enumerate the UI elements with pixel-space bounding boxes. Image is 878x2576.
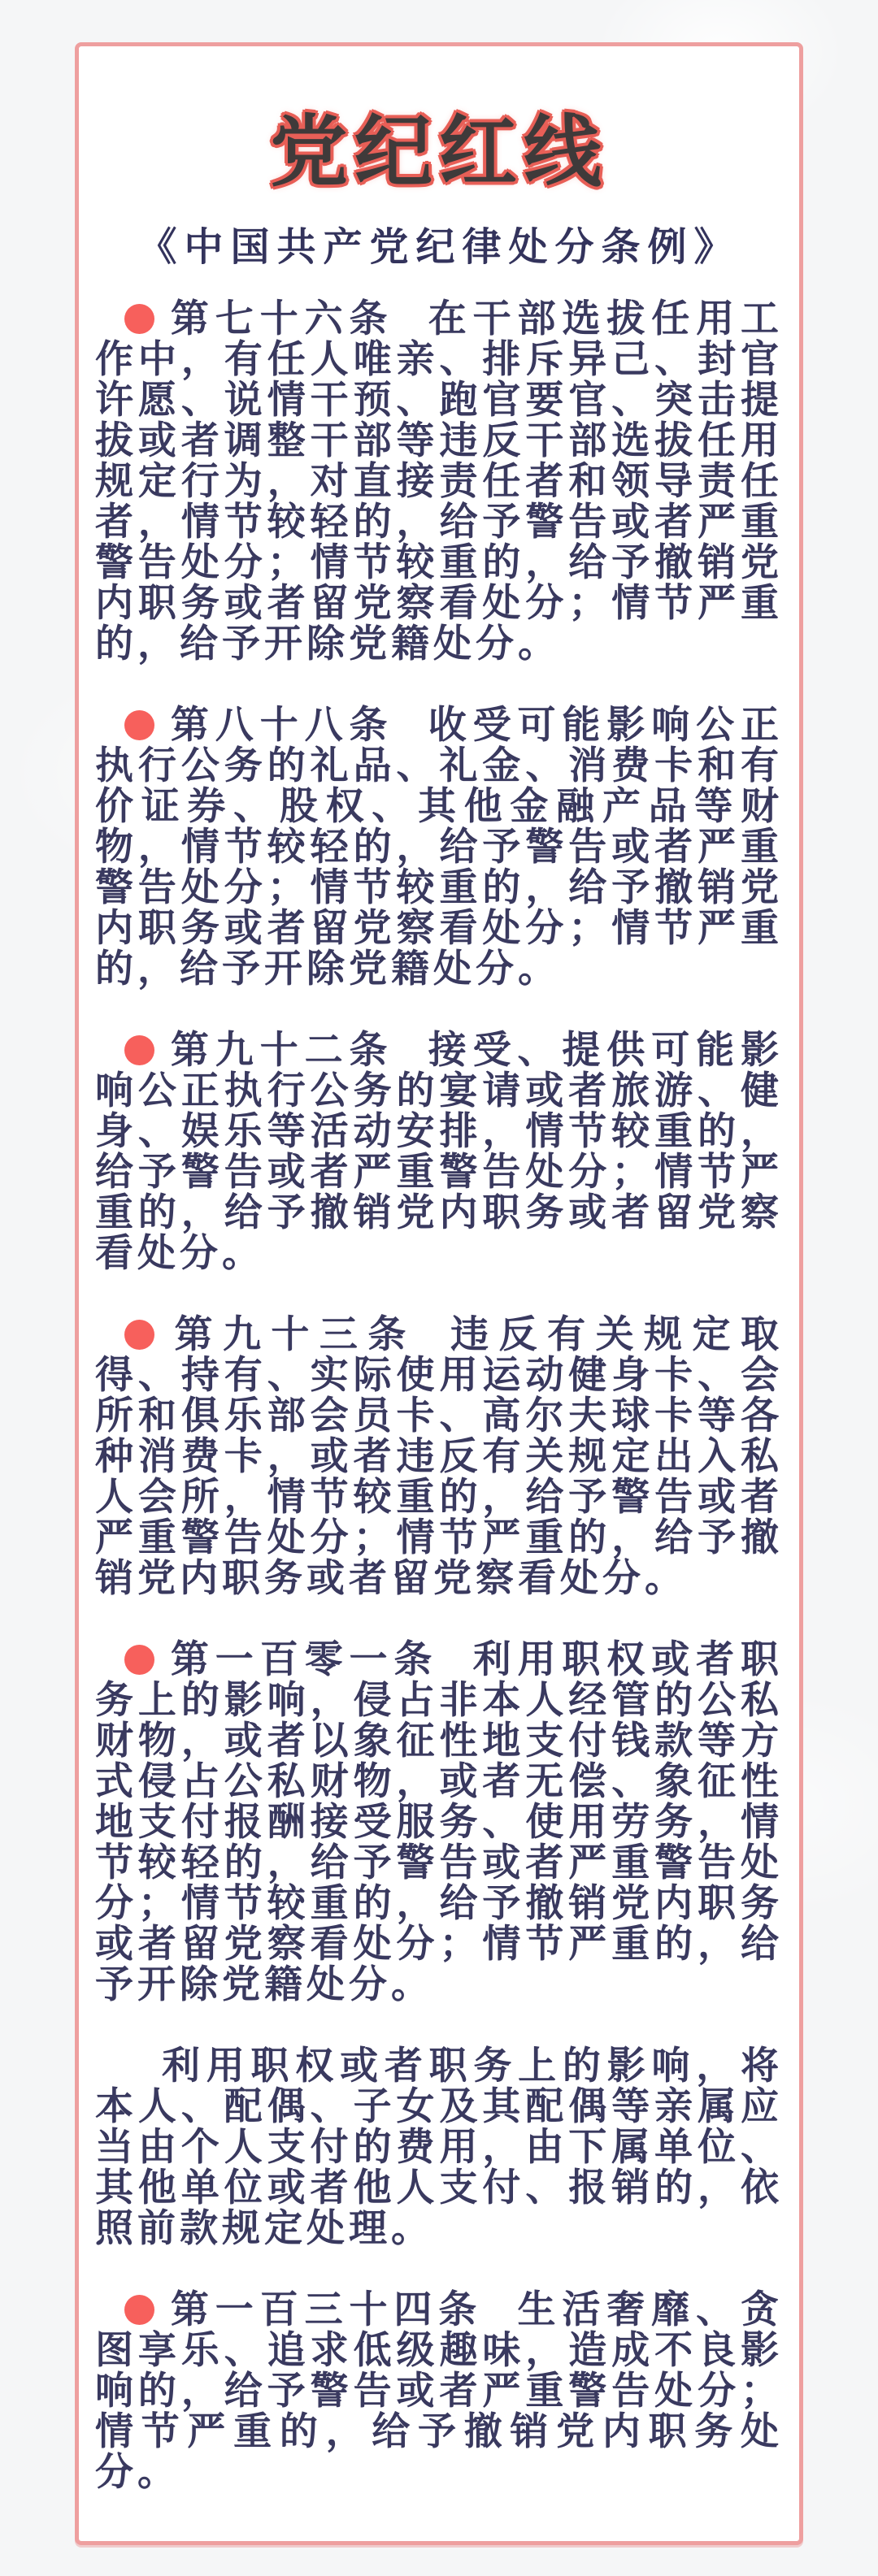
article-paragraph	[95, 1028, 784, 1277]
bullet-dot-icon	[124, 2295, 154, 2325]
article-text: 利用职权或者职务上的影响，侵占非本人经管的公私财物，或者以象征性地支付钱款等方式侵占公私财物，或者无偿、象征性地支付报酬接受服务、使用劳务，情节较轻的，给予警告或者严重警告处分；情节较重的，给予撤销党内职务或者留党察看处分；情节严重的，给予开除党籍处分。	[95, 1637, 784, 2008]
article-continuation-paragraph	[95, 2044, 783, 2252]
bullet-dot-icon	[124, 304, 154, 334]
bullet-dot-icon	[124, 710, 154, 740]
article-paragraph	[95, 299, 783, 665]
article-number: 第八十八条	[168, 703, 394, 748]
article-text: 生活奢靡、贪图享乐、追求低级趣味，造成不良影响的，给予警告或者严重警告处分；情节严重的，给予撤销党内职务处分。	[95, 2288, 784, 2496]
article-text: 收受可能影响公正执行公务的礼品、礼金、消费卡和有价证券、股权、其他金融产品等财物，情节较轻的，给予警告或者严重警告处分；情节较重的，给予撤销党内职务或者留党察看处分；情节严重的，给予开除党籍处分。	[95, 703, 784, 992]
article-paragraph	[95, 2288, 784, 2496]
article-number: 第一百零一条	[168, 1637, 439, 1683]
content-card	[75, 42, 803, 2545]
article-text: 在干部选拔任用工作中，有任人唯亲、排斥异己、封官许愿、说情干预、跑官要官、突击提拔或者调整干部等违反干部选拔任用规定行为，对直接责任者和领导责任者，情节较轻的，给予警告或者严重警告处分；情节较重的，给予撤销党内职务或者留党察看处分；情节严重的，给予开除党籍处分。	[95, 297, 784, 667]
article-continuation-text: 利用职权或者职务上的影响，将本人、配偶、子女及其配偶等亲属应当由个人支付的费用，由下属单位、其他单位或者他人支付、报销的，依照前款规定处理。	[95, 2044, 783, 2252]
page-title: 党纪红线	[270, 106, 608, 197]
article-number: 第九十二条	[168, 1028, 394, 1073]
article-paragraph	[95, 1312, 784, 1602]
bullet-dot-icon	[124, 1645, 154, 1675]
article-paragraph	[95, 1637, 784, 2008]
article-number: 第一百三十四条	[168, 2288, 484, 2333]
articles-list	[95, 297, 784, 2496]
article-number: 第九十三条	[168, 1312, 416, 1358]
article-text: 违反有关规定取得、持有、实际使用运动健身卡、会所和俱乐部会员卡、高尔夫球卡等各种消费卡，或者违反有关规定出入私人会所，情节较重的，给予警告或者严重警告处分；情节严重的，给予撤销党内职务或者留党察看处分。	[95, 1312, 784, 1602]
article-number: 第七十六条	[168, 297, 394, 342]
article-paragraph	[95, 705, 783, 990]
page-subtitle: 《中国共产党纪律处分条例》	[137, 224, 741, 270]
bullet-dot-icon	[124, 1035, 154, 1065]
bullet-dot-icon	[124, 1320, 154, 1350]
article-text: 接受、提供可能影响公正执行公务的宴请或者旅游、健身、娱乐等活动安排，情节较重的，给予警告或者严重警告处分；情节严重的，给予撤销党内职务或者留党察看处分。	[95, 1028, 784, 1277]
